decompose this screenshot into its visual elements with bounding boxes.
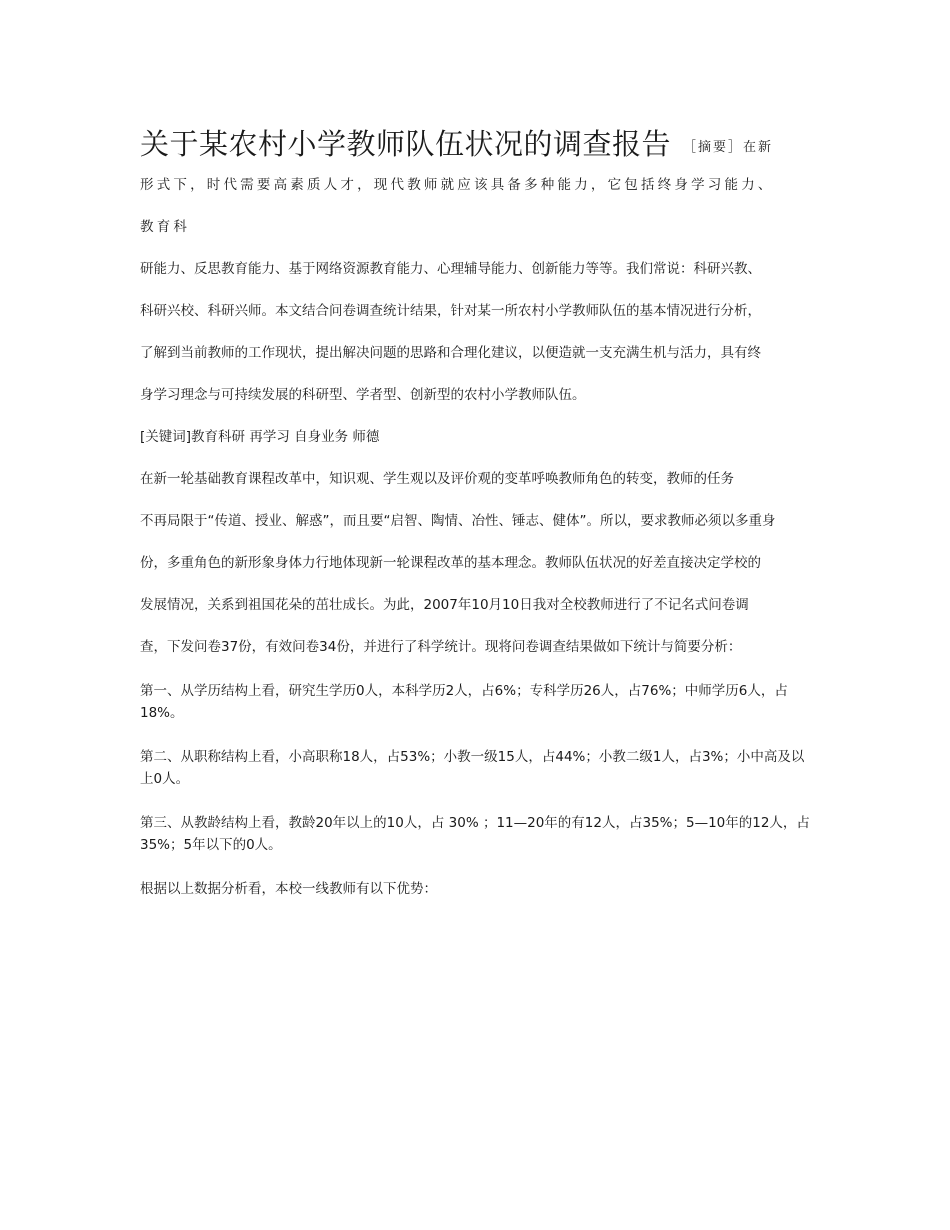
document-title: 关于某农村小学教师队伍状况的调查报告 — [140, 127, 672, 161]
document-page — [140, 118, 812, 920]
paragraph: 查，下发问卷37份，有效问卷34份，并进行了科学统计。现将问卷调查结果做如下统计与简要分析： — [140, 639, 742, 655]
paragraph: 不再局限于“传道、授业、解惑”，而且要“启智、陶情、冶性、锤志、健体”。所以，要求教师必须以多重身 — [140, 513, 776, 529]
paragraph: 了解到当前教师的工作现状，提出解决问题的思路和合理化建议，以便造就一支充满生机与活力，具有终 — [140, 345, 761, 361]
paragraph: 第一、从学历结构上看，研究生学历0人，本科学历2人，占6%；专科学历26人，占76%；中师学历6人，占18%。 — [140, 683, 788, 721]
paragraph: 份，多重角色的新形象身体力行地体现新一轮课程改革的基本理念。教师队伍状况的好差直接决定学校的 — [140, 555, 761, 571]
paragraph: 形式下，时代需要高素质人才，现代教师就应该具备多种能力，它包括终身学习能力、 — [140, 177, 775, 193]
paragraph: 教育科 — [140, 219, 191, 235]
paragraph: 发展情况，关系到祖国花朵的茁壮成长。为此，2007年10月10日我对全校教师进行了不记名式问卷调 — [140, 597, 749, 613]
abstract-lead: ［摘要］在新 — [683, 140, 774, 155]
paragraph: 第三、从教龄结构上看，教龄20年以上的10人，占 30% ；11—20年的有12人，占35%；5—10年的12人，占35%；5年以下的0人。 — [140, 815, 810, 853]
keywords: [关键词]教育科研 再学习 自身业务 师德 — [140, 429, 380, 445]
paragraph: 科研兴校、科研兴师。本文结合问卷调查统计结果，针对某一所农村小学教师队伍的基本情况进行分析， — [140, 303, 761, 319]
paragraph: 研能力、反思教育能力、基于网络资源教育能力、心理辅导能力、创新能力等等。我们常说：科研兴教、 — [140, 261, 761, 277]
title-line — [140, 118, 812, 164]
paragraph: 身学习理念与可持续发展的科研型、学者型、创新型的农村小学教师队伍。 — [140, 387, 586, 403]
paragraph: 第二、从职称结构上看，小高职称18人，占53%；小教一级15人，占44%；小教二级1人，占3%；小中高及以上0人。 — [140, 749, 805, 787]
paragraph: 根据以上数据分析看，本校一线教师有以下优势： — [140, 881, 437, 897]
paragraph: 在新一轮基础教育课程改革中，知识观、学生观以及评价观的变革呼唤教师角色的转变，教师的任务 — [140, 471, 734, 487]
